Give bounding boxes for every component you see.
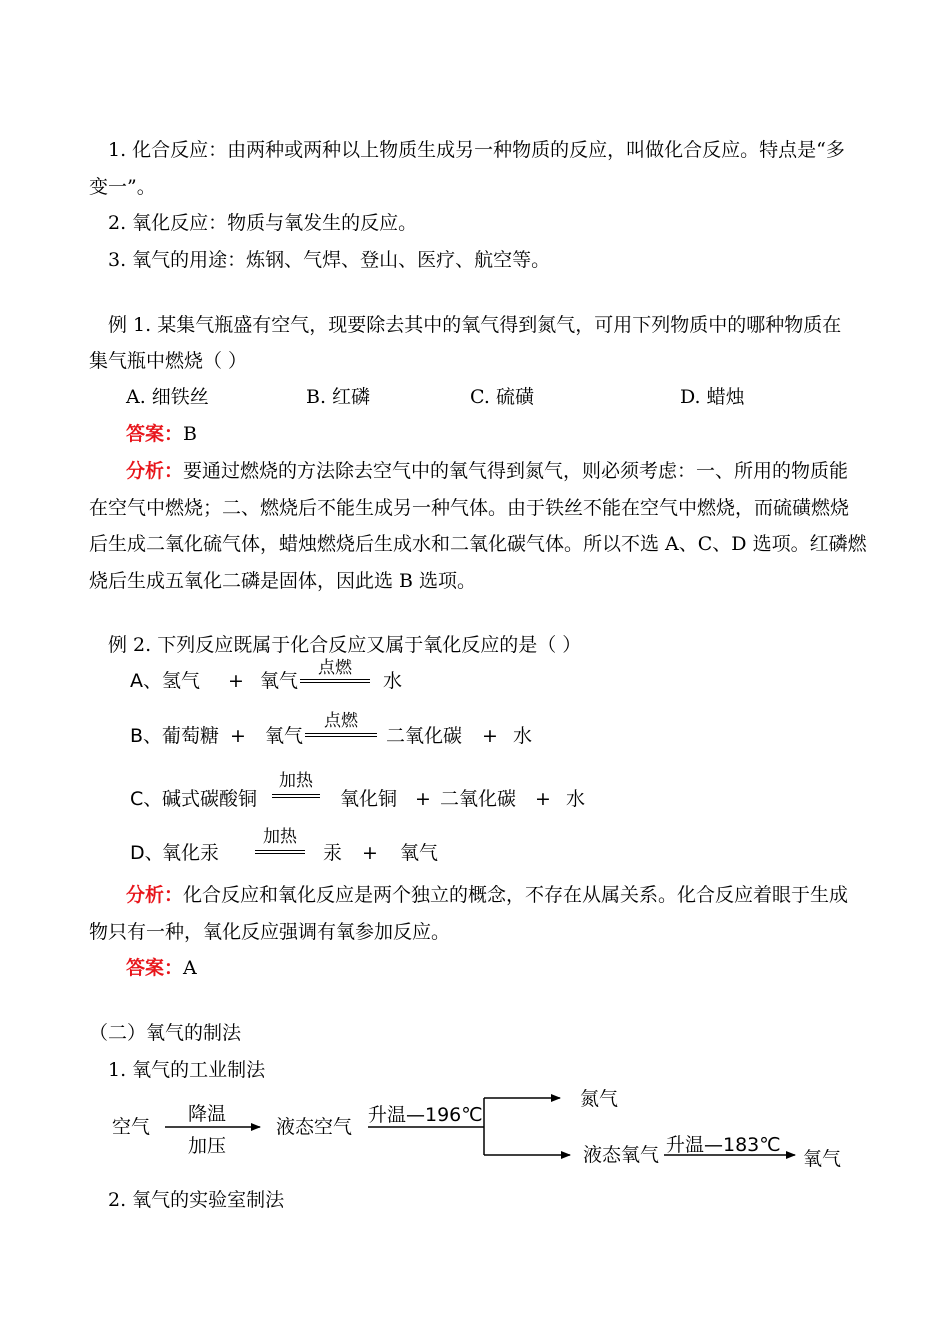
example-1-option-d: D. 蜡烛	[680, 386, 745, 408]
eq-d-label: D、	[130, 842, 164, 864]
answer-label: 答案：	[126, 957, 184, 979]
eq-b-product-1: 二氧化碳	[386, 725, 463, 747]
eq-b-reactant-2: 氧气	[265, 725, 304, 747]
eq-c-condition: 加热	[279, 771, 313, 791]
flow-step-1-bottom: 加压	[188, 1135, 227, 1157]
eq-d-product-2: 氧气	[400, 842, 439, 864]
answer-value: B	[183, 423, 197, 445]
answer-label: 答案：	[126, 423, 184, 445]
eq-d-product-1: 汞	[323, 842, 343, 864]
flow-nitrogen: 氮气	[580, 1088, 619, 1110]
example-1-question-line-2: 集气瓶中燃烧（ ）	[89, 350, 248, 372]
example-1-analysis-line-2: 在空气中燃烧；二、燃烧后不能生成另一种气体。由于铁丝不能在空气中燃烧，而硫磺燃烧	[89, 497, 850, 519]
flow-liquid-oxygen: 液态氧气	[583, 1144, 660, 1166]
eq-b-plus-1: +	[230, 725, 246, 747]
item-3: 3. 氧气的用途：炼钢、气焊、登山、医疗、航空等。	[108, 249, 551, 271]
eq-c-product-2: 二氧化碳	[440, 788, 517, 810]
eq-a-label: A、	[130, 670, 162, 692]
example-1-analysis-line-4: 烧后生成五氧化二磷是固体，因此选 B 选项。	[89, 570, 477, 592]
eq-b-label: B、	[130, 725, 163, 747]
example-1-option-c: C. 硫磺	[470, 386, 534, 408]
example-2-question: 例 2. 下列反应既属于化合反应又属于氧化反应的是（ ）	[108, 634, 582, 656]
flow-step-3: 升温—183℃	[666, 1134, 781, 1156]
answer-value: A	[183, 957, 197, 979]
example-1-analysis-line-3: 后生成二氧化硫气体，蜡烛燃烧后生成水和二氧化碳气体。所以不选 A、C、D 选项。红磷燃	[89, 533, 867, 555]
eq-a-reactant-1: 氢气	[162, 670, 201, 692]
flow-liquid-air: 液态空气	[276, 1116, 353, 1138]
example-2-analysis-line-2: 物只有一种，氧化反应强调有氧参加反应。	[89, 921, 451, 943]
eq-d-reactant-1: 氧化汞	[162, 842, 220, 864]
analysis-label: 分析：	[126, 460, 184, 482]
analysis-text: 要通过燃烧的方法除去空气中的氧气得到氮气，则必须考虑：一、所用的物质能	[183, 460, 849, 482]
eq-c-plus-1: +	[415, 788, 431, 810]
eq-c-label: C、	[130, 788, 163, 810]
item-2: 2. 氧化反应：物质与氧发生的反应。	[108, 212, 418, 234]
eq-b-plus-2: +	[482, 725, 498, 747]
eq-d-plus: +	[362, 842, 378, 864]
section-2-sub-2: 2. 氧气的实验室制法	[108, 1189, 285, 1211]
analysis-label: 分析：	[126, 884, 184, 906]
eq-a-product-1: 水	[383, 670, 403, 692]
eq-a-plus: +	[228, 670, 244, 692]
analysis-text: 化合反应和氧化反应是两个独立的概念，不存在从属关系。化合反应着眼于生成	[183, 884, 849, 906]
eq-c-product-1: 氧化铜	[340, 788, 398, 810]
eq-c-reactant-1: 碱式碳酸铜	[162, 788, 258, 810]
example-1-option-a: A. 细铁丝	[126, 386, 209, 408]
item-1-line-2: 变一”。	[89, 176, 156, 198]
item-1-line-1: 1. 化合反应：由两种或两种以上物质生成另一种物质的反应，叫做化合反应。特点是“多	[108, 139, 845, 161]
eq-c-product-3: 水	[566, 788, 586, 810]
eq-b-condition: 点燃	[324, 711, 358, 731]
flow-oxygen: 氧气	[803, 1148, 842, 1170]
eq-d-condition: 加热	[263, 827, 297, 847]
eq-a-condition: 点燃	[318, 658, 352, 678]
flow-step-1-top: 降温	[188, 1103, 227, 1125]
example-1-question-line-1: 例 1. 某集气瓶盛有空气，现要除去其中的氧气得到氮气，可用下列物质中的哪种物质在	[108, 314, 842, 336]
eq-b-product-2: 水	[513, 725, 533, 747]
flow-step-2: 升温—196℃	[368, 1104, 483, 1126]
example-1-option-b: B. 红磷	[306, 386, 371, 408]
section-2-heading: （二）氧气的制法	[89, 1022, 242, 1044]
eq-a-reactant-2: 氧气	[260, 670, 299, 692]
eq-b-reactant-1: 葡萄糖	[162, 725, 220, 747]
flow-air: 空气	[112, 1116, 151, 1138]
section-2-sub-1: 1. 氧气的工业制法	[108, 1059, 266, 1081]
eq-c-plus-2: +	[535, 788, 551, 810]
